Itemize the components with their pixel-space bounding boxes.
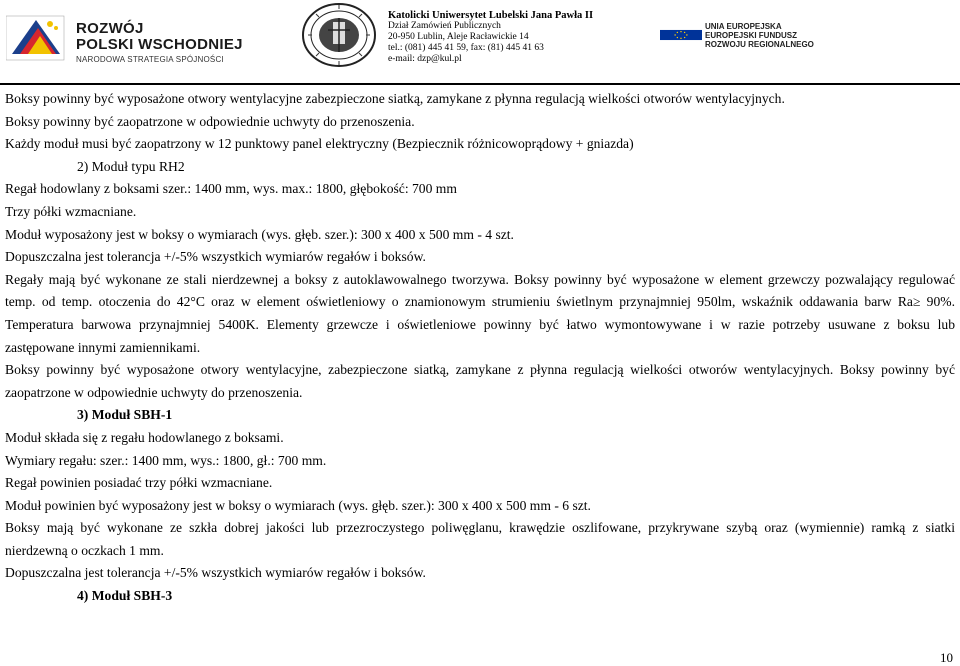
- body-line: Regał powinien posiadać trzy półki wzmacniane.: [5, 475, 273, 491]
- pw-logo-line1: ROZWÓJ: [76, 20, 144, 37]
- body-line: nierdzewną o oczkach 1 mm.: [5, 542, 164, 558]
- kul-seal-icon: [300, 2, 378, 68]
- kul-address-block: [388, 10, 593, 65]
- kul-email: e-mail: dzp@kul.pl: [388, 54, 462, 64]
- body-line: Temperatura barwowa przynajmniej 5400K. Elementy grzewcze i oświetleniowe powinny być łatwo wymontowywane i w razie potrzeby usuwane z boksu lub: [5, 316, 955, 332]
- eu-logo-line3: ROZWOJU REGIONALNEGO: [705, 40, 814, 49]
- body-line: Moduł składa się z regału hodowlanego z boksami.: [5, 429, 284, 445]
- body-line: Moduł wyposażony jest w boksy o wymiarach (wys. głęb. szer.): 300 x 400 x 500 mm - 4 szt.: [5, 226, 514, 242]
- body-line: Regał hodowlany z boksami szer.: 1400 mm, wys. max.: 1800, głębokość: 700 mm: [5, 181, 457, 197]
- eu-flag-icon: [660, 20, 702, 50]
- kul-department: Dział Zamówień Publicznych: [388, 21, 501, 31]
- body-line: Dopuszczalna jest tolerancja +/-5% wszystkich wymiarów regałów i boksów.: [5, 249, 426, 265]
- kul-phone: tel.: (081) 445 41 59, fax: (81) 445 41 63: [388, 43, 544, 53]
- page-header: [0, 0, 960, 80]
- eu-logo-text: [705, 22, 814, 49]
- body-line: Moduł powinien być wyposażony jest w boksy o wymiarach (wys. głęb. szer.): 300 x 400 x 500 mm - 6 szt.: [5, 497, 591, 513]
- body-line: Wymiary regału: szer.: 1400 mm, wys.: 1800, gł.: 700 mm.: [5, 452, 327, 468]
- body-line: Każdy moduł musi być zaopatrzony w 12 punktowy panel elektryczny (Bezpiecznik różnicowoprądowy + gniazda): [5, 136, 634, 152]
- rozwoj-polski-wschodniej-logo: [6, 6, 246, 66]
- section-heading-rh2: 2) Moduł typu RH2: [77, 158, 185, 174]
- body-line: temp. od temp. otoczenia do 42°C oraz w element oświetleniowy o znamionowym strumieniu świetlnym przynajmniej 950lm, wskaźnik oddawania barw Ra≥ 90%.: [5, 294, 955, 310]
- section-heading-sbh3: 4) Moduł SBH-3: [77, 588, 173, 604]
- kul-address: 20-950 Lublin, Aleje Racławickie 14: [388, 32, 529, 42]
- body-line: zastępowane innymi zamiennikami.: [5, 339, 201, 355]
- body-line: zaopatrzone w odpowiednie uchwyty do przenoszenia.: [5, 384, 303, 400]
- pw-logo-line2: POLSKI WSCHODNIEJ: [76, 36, 243, 53]
- body-line: Boksy mają być wykonane ze szkła dobrej jakości lub przezroczystego poliwęglanu, krawędzie oszlifowane, przykrywane szybą oraz (wymiennie) ramką z siatki: [5, 520, 955, 536]
- kul-name: Katolicki Uniwersytet Lubelski Jana Pawła II: [388, 10, 594, 21]
- body-line: Dopuszczalna jest tolerancja +/-5% wszystkich wymiarów regałów i boksów.: [5, 565, 426, 581]
- pw-logo-line3: NARODOWA STRATEGIA SPÓJNOŚCI: [76, 55, 224, 64]
- pw-emblem-icon: [6, 6, 68, 62]
- document-body: [5, 88, 955, 608]
- eu-logo-line2: EUROPEJSKI FUNDUSZ: [705, 31, 798, 40]
- body-line: Boksy powinny być wyposażone otwory wentylacyjne zabezpieczone siatką, zamykane z płynna regulacją wielkości otworów wentylacyjnych.: [5, 91, 785, 106]
- eu-logo-line1: UNIA EUROPEJSKA: [705, 22, 782, 31]
- body-line: Boksy powinny być wyposażone otwory wentylacyjne, zabezpieczone siatką, zamykane z płynna regulacją wielkości otworów wentylacyjnych. Boksy powinny być: [5, 362, 955, 378]
- section-heading-sbh1: 3) Moduł SBH-1: [77, 407, 173, 423]
- body-line: Trzy półki wzmacniane.: [5, 203, 137, 219]
- body-line: Regały mają być wykonane ze stali nierdzewnej a boksy z autoklawowalnego tworzywa. Boksy powinny być wyposażone w element grzewczy pozwalający regulować: [5, 271, 955, 287]
- page-number: 10: [940, 650, 953, 665]
- body-line: Boksy powinny być zaopatrzone w odpowiednie uchwyty do przenoszenia.: [5, 113, 415, 129]
- header-divider: [0, 83, 960, 85]
